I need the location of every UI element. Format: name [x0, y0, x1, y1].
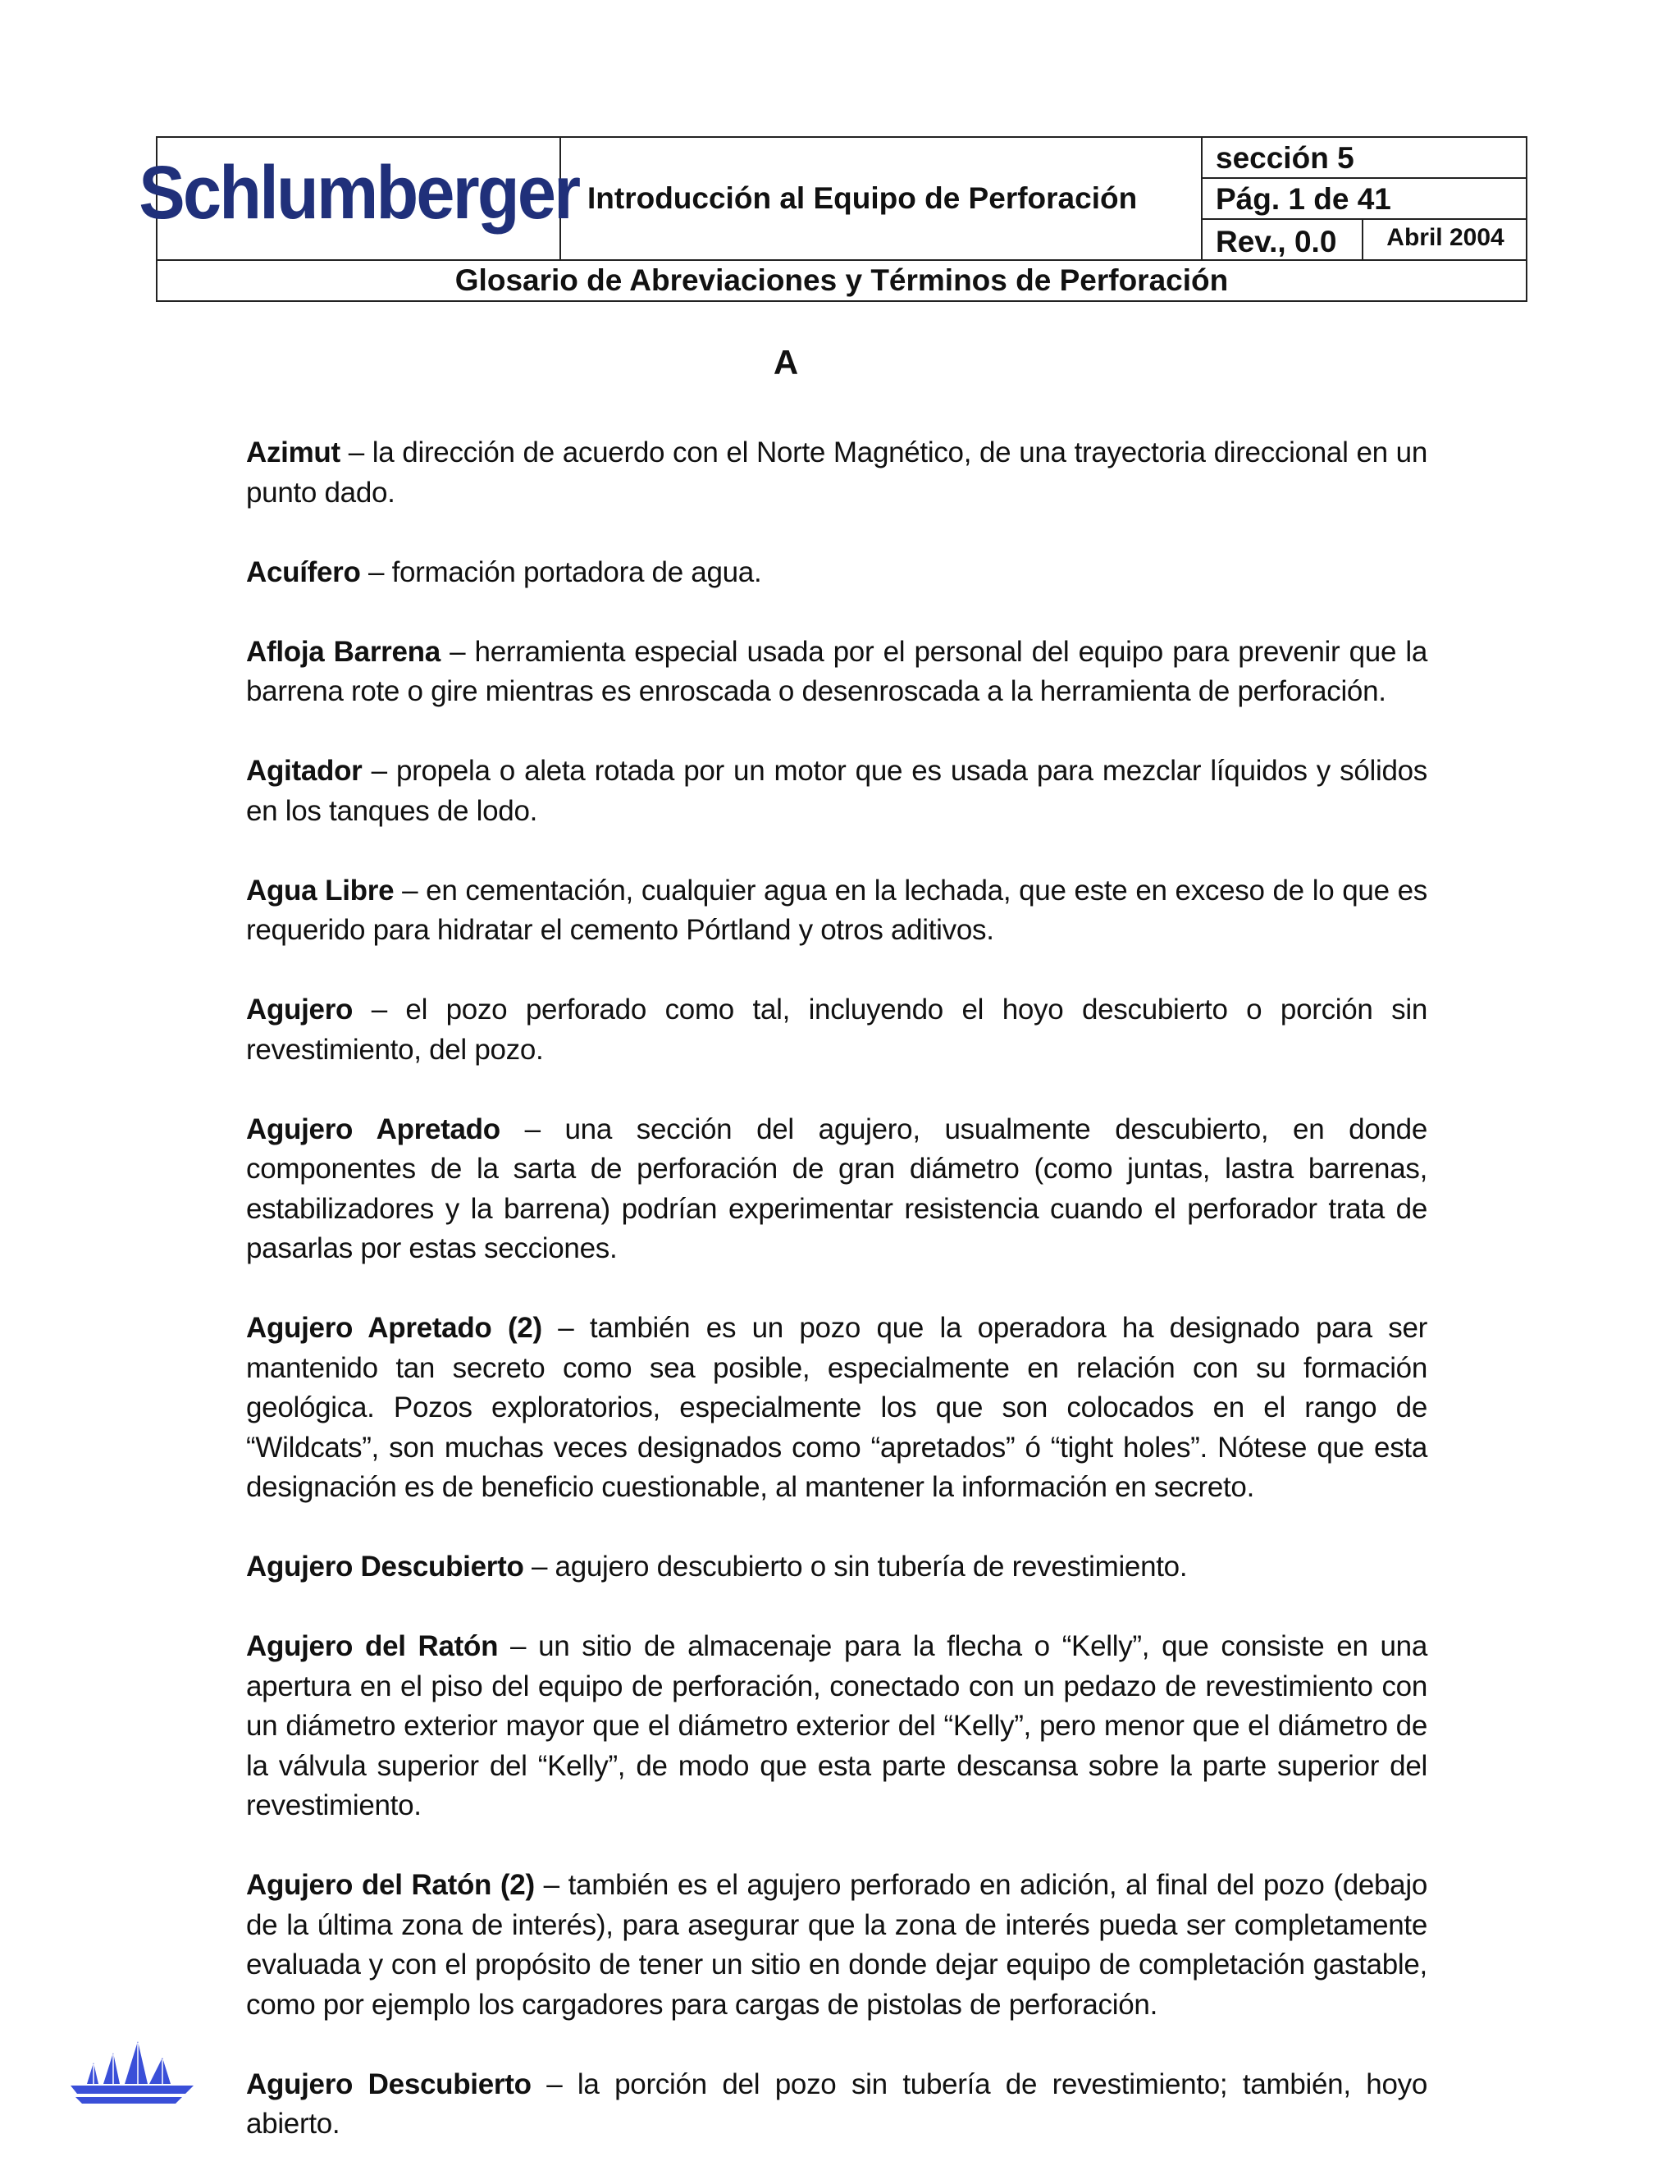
glossary-entry: [246, 2065, 1427, 2145]
glossary-entry: [246, 1866, 1427, 2025]
entry-term: Agujero del Ratón (2): [246, 1869, 535, 1901]
entry-term: Afloja Barrena: [246, 635, 441, 668]
glossary-entry: [246, 871, 1427, 951]
glossary-entry: [246, 1627, 1427, 1826]
entry-definition: – la porción del pozo sin tubería de revestimiento; también, hoyo abierto.: [246, 2067, 1427, 2140]
entry-definition: – una sección del agujero, usualmente descubierto, en donde componentes de la sarta de perforación de gran diámetro (como juntas, lastra barrenas, estabilizadores y la barrena) podrían experimentar resistencia cuando el perforador trata de pasarlas por estas secciones.: [246, 1113, 1427, 1264]
entry-definition: – formación portadora de agua.: [360, 555, 762, 588]
entry-definition: – propela o aleta rotada por un motor que es usada para mezclar líquidos y sólidos en los tanques de lodo.: [246, 755, 1427, 827]
glossary-entry: [246, 633, 1427, 712]
section-letter: A: [773, 343, 799, 382]
entry-term: Acuífero: [246, 555, 361, 588]
entry-definition: – el pozo perforado como tal, incluyendo el hoyo descubierto o porción sin revestimiento, del pozo.: [246, 994, 1427, 1066]
logo-cell: [138, 138, 579, 261]
entry-definition: – herramienta especial usada por el personal del equipo para prevenir que la barrena rote o gire mientras es enroscada o desenroscada a la herramienta de perforación.: [246, 635, 1427, 707]
entry-definition: – también es el agujero perforado en adición, al final del pozo (debajo de la última zona de interés), para asegurar que la zona de interés pueda ser completamente evaluada y con el propósito de tener un sitio en donde dejar equipo de completación gastable, como por ejemplo los cargadores para cargas de pistolas de perforación.: [246, 1869, 1427, 2021]
title-cell: [561, 138, 1203, 261]
entry-term: Agujero Apretado: [246, 1113, 500, 1145]
glossary-entry: [246, 433, 1427, 513]
document-header: [138, 136, 1527, 302]
glossary-entry: [246, 752, 1427, 831]
glossary-entry: [246, 990, 1427, 1070]
glossary-entry: [246, 1309, 1427, 1508]
company-logo: Schlumberger: [138, 151, 579, 235]
glossary-entry: [246, 1110, 1427, 1269]
glossary-entry: [246, 553, 1427, 593]
entry-definition: – también es un pozo que la operadora ha designado para ser mantenido tan secreto como sea posible, especialmente en relación con su formación geológica. Pozos exploratorios, especialmente los que son colocados en el rango de “Wildcats”, son muchas veces designados como “apretados” ó “tight holes”. Nótese que esta designación es de beneficio cuestionable, al mantener la información en secreto.: [246, 1312, 1427, 1503]
section-label: sección 5: [1203, 138, 1527, 179]
entry-term: Agujero Apretado (2): [246, 1312, 542, 1344]
glossary-entries: [246, 433, 1427, 2184]
entry-term: Agujero del Ratón: [246, 1630, 499, 1662]
entry-term: Agitador: [246, 755, 363, 787]
entry-term: Agujero: [246, 994, 354, 1026]
entry-definition: – la dirección de acuerdo con el Norte Magnético, de una trayectoria direccional en un punto dado.: [246, 436, 1427, 509]
glossary-title: Glosario de Abreviaciones y Términos de Perforación: [454, 263, 1229, 297]
entry-definition: – en cementación, cualquier agua en la lechada, que este en exceso de lo que es requerido para hidratar el cemento Pórtland y otros aditivos.: [246, 874, 1427, 946]
entry-term: Agujero Descubierto: [246, 2067, 532, 2100]
entry-definition: – un sitio de almacenaje para la flecha o “Kelly”, que consiste en una apertura en el piso del equipo de perforación, conectado con un pedazo de revestimiento con un diámetro exterior mayor que el diámetro exterior del “Kelly”, pero menor que el diámetro de la válvula superior del “Kelly”, de modo que esta parte descansa sobre la parte superior del revestimiento.: [246, 1630, 1427, 1821]
date-label: Abril 2004: [1363, 220, 1527, 261]
page-number: Pág. 1 de 41: [1203, 179, 1527, 220]
entry-definition: – agujero descubierto o sin tubería de revestimiento.: [523, 1551, 1188, 1583]
entry-term: Azimut: [246, 436, 340, 468]
entry-term: Agujero Descubierto: [246, 1551, 524, 1583]
revision-label: Rev., 0.0: [1203, 220, 1363, 261]
document-title: Introducción al Equipo de Perforación: [587, 181, 1138, 215]
sailboats-logo-icon: [71, 2035, 202, 2117]
entry-term: Agua Libre: [246, 874, 395, 907]
glossary-entry: [246, 1547, 1427, 1588]
